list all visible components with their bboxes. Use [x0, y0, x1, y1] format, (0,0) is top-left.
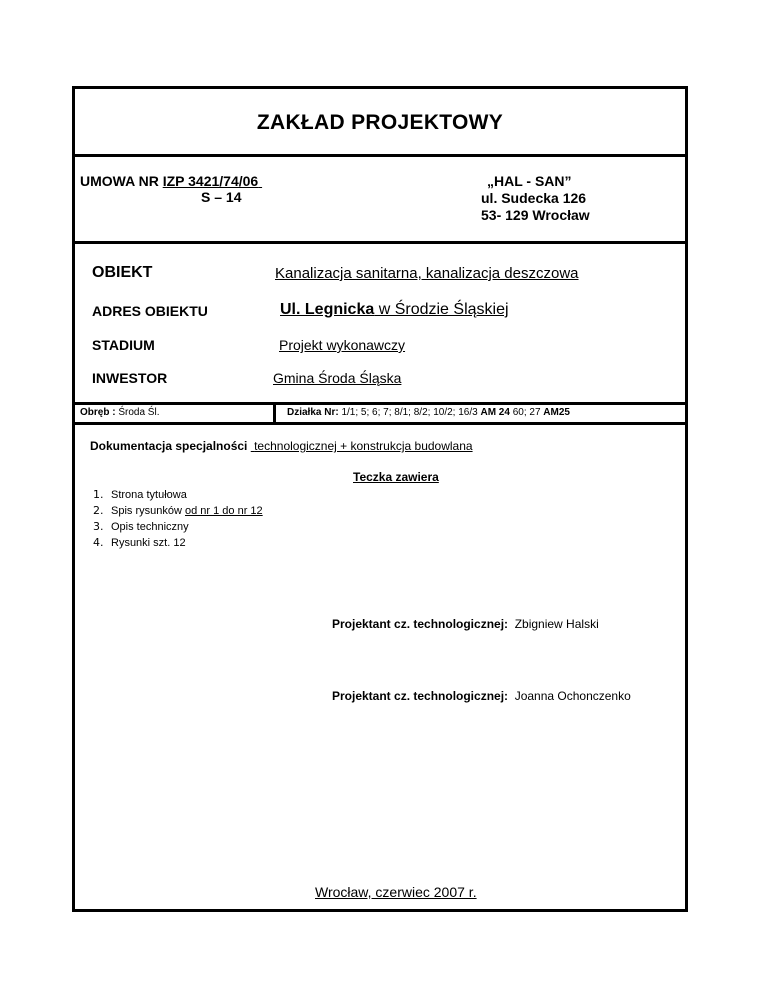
list-item: 3. Opis techniczny [93, 520, 189, 533]
inwestor-label: INWESTOR [92, 370, 168, 386]
am-24: AM 24 [480, 407, 510, 418]
obreb-label: Obręb : [80, 407, 116, 418]
contract-code: S – 14 [201, 189, 242, 205]
adres-street: Ul. Legnicka [280, 301, 375, 318]
folder-heading: Teczka zawiera [353, 470, 439, 484]
stadium-label: STADIUM [92, 337, 155, 353]
company-name: „HAL - SAN” [487, 173, 572, 189]
title-page-frame [72, 86, 688, 912]
list-item: 1. Strona tytułowa [93, 488, 187, 501]
dzialka-label: Działka Nr: [287, 407, 339, 418]
divider-contract [75, 241, 685, 244]
divider-plot [75, 422, 685, 425]
plot-separator [273, 405, 276, 422]
inwestor-value: Gmina Środa Śląska [273, 370, 402, 386]
company-city: 53- 129 Wrocław [481, 207, 590, 223]
contract-prefix: UMOWA NR [80, 173, 163, 189]
designer-label: Projektant cz. technologicznej: [332, 689, 509, 703]
list-item: 4. Rysunki szt. 12 [93, 536, 186, 549]
docs-value: technologicznej + konstrukcja budowlana [254, 439, 473, 453]
divider-top [75, 154, 685, 157]
dzialka-field [287, 407, 570, 418]
am-25: AM25 [543, 407, 570, 418]
adres-label: ADRES OBIEKTU [92, 303, 208, 319]
adres-city: w Środzie Śląskiej [374, 301, 509, 318]
obreb-value: Środa Śl. [115, 407, 160, 418]
dzialka-values: 1/1; 5; 6; 7; 8/1; 8/2; 10/2; 16/3 [338, 407, 481, 418]
adres-value [280, 301, 509, 319]
designer-row-1 [332, 617, 599, 631]
designer-row-2 [332, 689, 631, 703]
place-date: Wrocław, czerwiec 2007 r. [315, 884, 477, 900]
designer-name: Zbigniew Halski [514, 617, 599, 631]
divider-fields [75, 402, 685, 405]
list-item: 2. Spis rysunków od nr 1 do nr 12 [93, 504, 263, 517]
docs-line [90, 439, 473, 453]
page-title: ZAKŁAD PROJEKTOWY [256, 111, 504, 134]
designer-name: Joanna Ochonczenko [514, 689, 631, 703]
docs-label: Dokumentacja specjalności [90, 439, 248, 453]
obiekt-value: Kanalizacja sanitarna, kanalizacja deszczowa [275, 265, 579, 282]
contract-number: IZP 3421/74/06 [162, 173, 259, 189]
obiekt-label: OBIEKT [92, 264, 153, 281]
dzialka-values-2: 60; 27 [509, 407, 544, 418]
designer-label: Projektant cz. technologicznej: [332, 617, 509, 631]
company-street: ul. Sudecka 126 [481, 190, 587, 206]
obreb-field [80, 407, 159, 418]
folder-contents-list [93, 487, 263, 551]
stadium-value: Projekt wykonawczy [279, 337, 406, 353]
contract-line [80, 173, 262, 189]
